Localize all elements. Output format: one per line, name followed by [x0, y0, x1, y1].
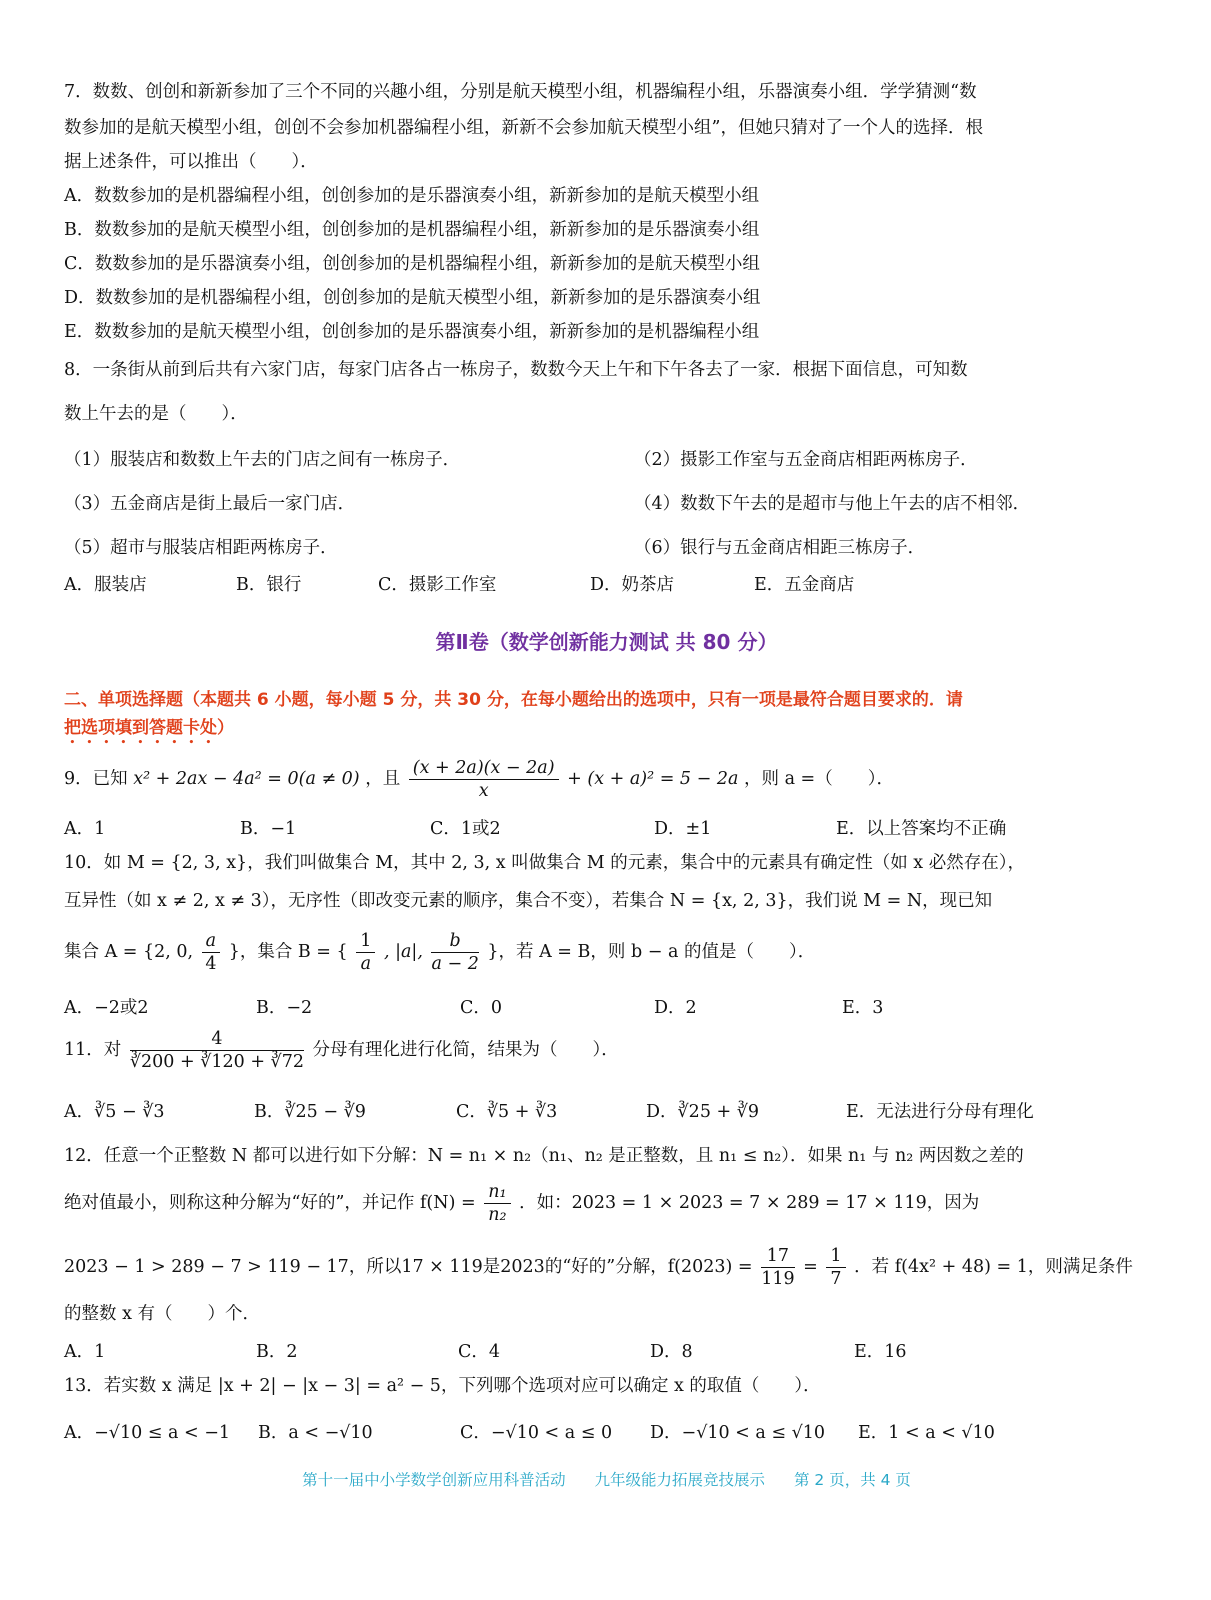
q8-condition-1: （1）服装店和数数上午去的门店之间有一栋房子．: [64, 450, 461, 470]
q12-fraction-n1-over-n2: [484, 1181, 510, 1226]
q9-option-c: C．1或2: [430, 819, 501, 839]
instructions-line-2: 把选项填到答题卡处）: [64, 718, 234, 738]
q10-option-b: B．−2: [256, 998, 313, 1018]
q11-fraction: [130, 1028, 304, 1073]
q12-line-3: [64, 1242, 1149, 1292]
q10-fraction-1-denominator: 4: [205, 954, 217, 974]
footer-event-name: 第十一届中小学数学创新应用科普活动: [302, 1471, 566, 1489]
q11-fraction-numerator: 4: [130, 1028, 304, 1051]
q13-option-c: C．−√10 < a ≤ 0: [460, 1423, 613, 1443]
q9-fraction: [409, 757, 559, 802]
q7-line-2: 数参加的是航天模型小组，创创不会参加机器编程小组，新新不会参加航天模型小组”，但她只猜对了一个人的选择．根: [64, 118, 983, 138]
q9-option-d: D．±1: [654, 819, 712, 839]
instructions-line-1: 二、单项选择题（本题共 6 小题，每小题 5 分，共 30 分，在每小题给出的选项中，只有一项是最符合题目要求的．请: [64, 690, 963, 710]
q12-r2-numerator: 1: [826, 1245, 845, 1268]
q8-option-b: B．银行: [236, 575, 302, 595]
q10-question: }，若 A = B，则 b − a 的值是（ ）．: [487, 942, 816, 962]
q11-suffix: 分母有理化进行化简，结果为（ ）．: [312, 1040, 619, 1060]
q10-fraction-b-over-a-minus-2: [431, 930, 478, 975]
q10-fraction-2-numerator: 1: [356, 930, 375, 953]
q7-option-a: A．数数参加的是机器编程小组，创创参加的是乐器演奏小组，新新参加的是航天模型小组: [64, 186, 760, 206]
q8-option-c: C．摄影工作室: [378, 575, 497, 595]
q9-option-b: B．−1: [240, 819, 297, 839]
exam-page: [64, 0, 1149, 1600]
q7-line-3: 据上述条件，可以推出（ ）．: [64, 152, 318, 172]
q13-line-1: 13．若实数 x 满足 |x + 2| − |x − 3| = a² − 5，下列哪个选项对应可以确定 x 的取值（ ）．: [64, 1376, 821, 1396]
footer-page-number: 第 2 页，共 4 页: [793, 1471, 911, 1489]
q13-option-d: D．−√10 < a ≤ √10: [650, 1423, 826, 1443]
q12-option-a: A．1: [64, 1342, 106, 1362]
q8-condition-5: （5）超市与服装店相距两栋房子．: [64, 538, 338, 558]
q13-option-e: E．1 < a < √10: [858, 1423, 995, 1443]
q12-line-4: 的整数 x 有（ ）个．: [64, 1304, 260, 1324]
page-footer: [64, 1468, 1149, 1490]
q9-fraction-denominator: x: [478, 781, 489, 801]
q10-fraction-3-denominator: a − 2: [431, 954, 479, 974]
q10-line-1: 10．如 M = {2, 3, x}，我们叫做集合 M，其中 2, 3, x 叫做集合 M 的元素，集合中的元素具有确定性（如 x 必然存在），: [64, 853, 1025, 873]
q13-option-a: A．−√10 ≤ a < −1: [64, 1423, 231, 1443]
q12-f-numerator: n₁: [484, 1181, 510, 1204]
q10-set-b: }，集合 B = {: [228, 942, 348, 962]
footer-grade: 九年级能力拓展竞技展示: [594, 1471, 766, 1489]
q12-fraction-1-over-7: [826, 1245, 845, 1290]
q10-option-e: E．3: [842, 998, 884, 1018]
section-2-title: 第Ⅱ卷（数学创新能力测试 共 80 分）: [435, 630, 778, 654]
q10-set-a: 集合 A = {2, 0,: [64, 942, 194, 962]
q9-prefix: 9．已知: [64, 769, 128, 789]
q9-stem: [64, 756, 1149, 802]
q11-stem: [64, 1026, 1149, 1074]
q10-fraction-2-denominator: a: [360, 954, 372, 974]
q11-option-c: C．∛5 + ∛3: [456, 1102, 558, 1122]
q9-mid: ，且: [365, 769, 401, 789]
q8-option-d: D．奶茶店: [590, 575, 675, 595]
q12-definition: 绝对值最小，则称这种分解为“好的”，并记作 f(N) =: [64, 1193, 476, 1213]
q11-option-d: D．∛25 + ∛9: [646, 1102, 760, 1122]
q8-condition-6: （6）银行与五金商店相距三栋房子．: [634, 538, 926, 558]
q9-fraction-numerator: (x + 2a)(x − 2a): [409, 757, 559, 780]
q12-option-d: D．8: [650, 1342, 693, 1362]
q12-r1-denominator: 119: [761, 1269, 795, 1289]
q7-option-c: C．数数参加的是乐器演奏小组，创创参加的是机器编程小组，新新参加的是航天模型小组: [64, 254, 760, 274]
q12-r1-numerator: 17: [761, 1245, 794, 1268]
q11-option-a: A．∛5 − ∛3: [64, 1102, 165, 1122]
q9-option-e: E．以上答案均不正确: [836, 819, 1007, 839]
section-2-instructions: [64, 686, 1149, 748]
q12-fraction-17-over-119: [761, 1245, 794, 1290]
q12-option-e: E．16: [854, 1342, 907, 1362]
q10-fraction-a-over-4: [202, 930, 220, 975]
q8-condition-4: （4）数数下午去的是超市与他上午去的店不相邻．: [634, 494, 1031, 514]
q12-condition: ．若 f(4x² + 48) = 1，则满足条件: [854, 1257, 1133, 1277]
q10-fraction-1-over-a: [356, 930, 375, 975]
q9-suffix: ，则 a =（ ）．: [744, 769, 894, 789]
q11-option-b: B．∛25 − ∛9: [254, 1102, 366, 1122]
q7-option-b: B．数数参加的是航天模型小组，创创参加的是机器编程小组，新新参加的是乐器演奏小组: [64, 220, 760, 240]
q12-example: ．如：2023 = 1 × 2023 = 7 × 289 = 17 × 119，因为: [519, 1193, 980, 1213]
q10-line-3: [64, 928, 1149, 976]
q8-condition-2: （2）摄影工作室与五金商店相距两栋房子．: [634, 450, 978, 470]
q10-fraction-1-numerator: a: [202, 930, 220, 953]
q11-option-e: E．无法进行分母有理化: [846, 1102, 1034, 1122]
q8-line-1: 8．一条街从前到后共有六家门店，每家门店各占一栋房子，数数今天上午和下午各去了一家．根据下面信息，可知数: [64, 360, 968, 380]
q12-r2-denominator: 7: [830, 1269, 842, 1289]
q10-abs-a: , |a|,: [383, 942, 423, 962]
q7-line-1: 7．数数、创创和新新参加了三个不同的兴趣小组，分别是航天模型小组，机器编程小组，乐器演奏小组．学学猜测“数: [64, 82, 977, 102]
q12-line-2: [64, 1178, 1149, 1228]
q9-option-a: A．1: [64, 819, 106, 839]
q12-line-1: 12．任意一个正整数 N 都可以进行如下分解：N = n₁ × n₂（n₁、n₂ 是正整数，且 n₁ ≤ n₂）．如果 n₁ 与 n₂ 两因数之差的: [64, 1146, 1024, 1166]
q7-option-d: D．数数参加的是机器编程小组，创创参加的是航天模型小组，新新参加的是乐器演奏小组: [64, 288, 761, 308]
q9-equation-1: x² + 2ax − 4a² = 0(a ≠ 0): [133, 769, 360, 789]
q12-reasoning: 2023 − 1 > 289 − 7 > 119 − 17，所以17 × 119是2023的“好的”分解，f(2023) =: [64, 1257, 753, 1277]
q10-option-c: C．0: [460, 998, 503, 1018]
q8-condition-3: （3）五金商店是街上最后一家门店．: [64, 494, 356, 514]
q11-prefix: 11．对: [64, 1040, 122, 1060]
q10-option-d: D．2: [654, 998, 697, 1018]
q10-option-a: A．−2或2: [64, 998, 149, 1018]
q12-equals: =: [803, 1257, 818, 1277]
q9-equation-2: + (x + a)² = 5 − 2a: [567, 769, 739, 789]
q7-option-e: E．数数参加的是航天模型小组，创创参加的是乐器演奏小组，新新参加的是机器编程小组: [64, 322, 760, 342]
q10-line-2: 互异性（如 x ≠ 2, x ≠ 3），无序性（即改变元素的顺序，集合不变），若集合 N = {x, 2, 3}，我们说 M = N，现已知: [64, 891, 993, 911]
q11-fraction-denominator: ∛200 + ∛120 + ∛72: [129, 1052, 304, 1072]
q13-option-b: B．a < −√10: [258, 1423, 373, 1443]
q12-option-b: B．2: [256, 1342, 298, 1362]
q10-fraction-3-numerator: b: [431, 930, 478, 953]
q12-option-c: C．4: [458, 1342, 501, 1362]
q12-f-denominator: n₂: [488, 1205, 507, 1225]
q8-option-e: E．五金商店: [754, 575, 855, 595]
q8-option-a: A．服装店: [64, 575, 147, 595]
q8-line-2: 数上午去的是（ ）．: [64, 404, 248, 424]
